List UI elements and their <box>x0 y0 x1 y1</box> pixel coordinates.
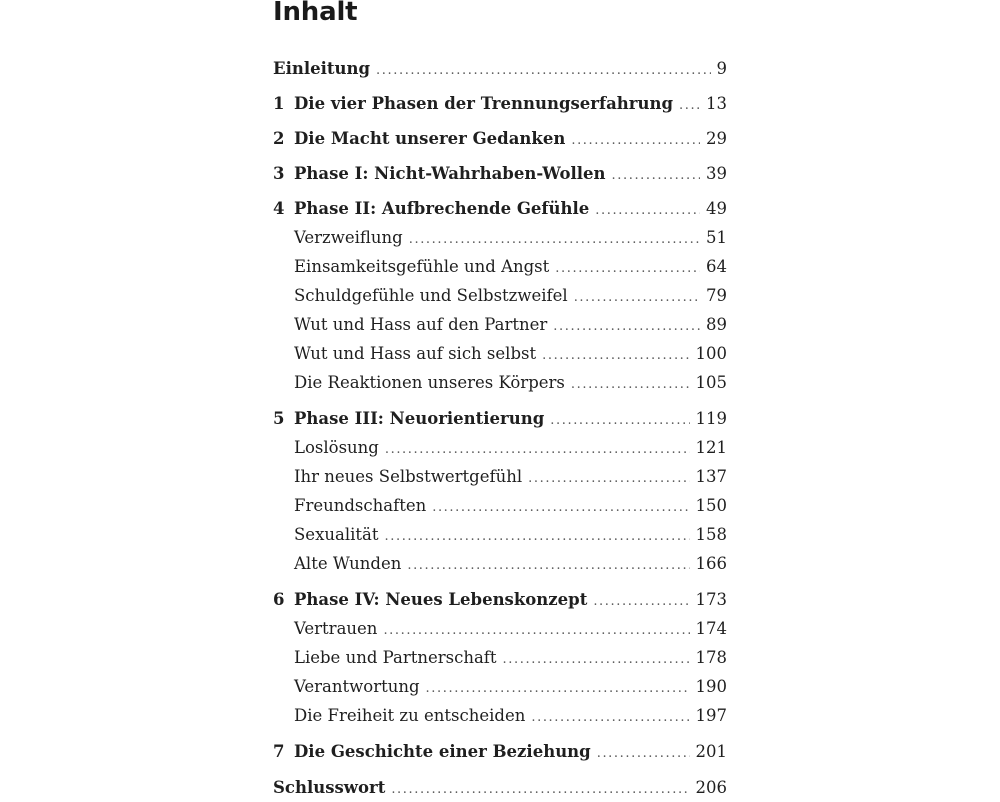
toc-subentry[interactable] <box>273 284 727 308</box>
toc-subentry[interactable] <box>273 436 727 460</box>
toc-chapter-number: 1 <box>273 94 285 113</box>
toc-subentry[interactable] <box>273 675 727 699</box>
toc-entry-title: Sexualität <box>294 525 379 544</box>
dot-leader <box>571 129 700 153</box>
toc-page-number: 174 <box>695 619 727 638</box>
dot-leader <box>597 742 690 766</box>
dot-leader <box>383 619 689 643</box>
toc-chapter-entry[interactable] <box>273 588 727 612</box>
toc-page-number: 190 <box>695 677 727 696</box>
toc-entry-title: Schlusswort <box>273 778 386 797</box>
toc-subentry[interactable] <box>273 226 727 250</box>
dot-leader <box>612 164 700 188</box>
dot-leader <box>426 677 690 701</box>
toc-subentry[interactable] <box>273 371 727 395</box>
toc-entry-title: Einsamkeitsgefühle und Angst <box>294 257 550 276</box>
dot-leader <box>679 94 700 118</box>
toc-chapter-number: 5 <box>273 409 285 428</box>
dot-leader <box>376 59 710 83</box>
toc-subentry[interactable] <box>273 465 727 489</box>
toc-page-number: 64 <box>706 257 727 276</box>
dot-leader <box>407 554 689 578</box>
toc-page-number: 166 <box>695 554 727 573</box>
toc-entry[interactable] <box>273 776 727 800</box>
dot-leader <box>409 228 700 252</box>
toc-page-number: 206 <box>695 778 727 797</box>
dot-leader <box>391 778 689 802</box>
toc-page-number: 201 <box>695 742 727 761</box>
toc-page-number: 105 <box>695 373 727 392</box>
toc-page-number: 137 <box>695 467 727 486</box>
toc-page-number: 29 <box>706 129 727 148</box>
toc-entry-title: Phase I: Nicht-Wahrhaben-Wollen <box>294 164 606 183</box>
dot-leader <box>574 286 700 310</box>
toc-page-number: 100 <box>695 344 727 363</box>
toc-chapter-number: 7 <box>273 742 285 761</box>
toc-subentry[interactable] <box>273 494 727 518</box>
page-title: Inhalt <box>273 0 358 27</box>
toc-page-number: 121 <box>695 438 727 457</box>
toc-chapter-entry[interactable] <box>273 197 727 221</box>
toc-page-number: 119 <box>695 409 727 428</box>
table-of-contents <box>273 0 727 800</box>
toc-page-number: 9 <box>716 59 727 78</box>
dot-leader <box>542 344 689 368</box>
toc-entry-title: Freundschaften <box>294 496 427 515</box>
toc-entry-title: Schuldgefühle und Selbstzweifel <box>294 286 568 305</box>
toc-entry-title: Die vier Phasen der Trennungserfahrung <box>294 94 673 113</box>
toc-entry-title: Alte Wunden <box>294 554 402 573</box>
toc-entry-title: Einleitung <box>273 59 371 78</box>
toc-page-number: 89 <box>706 315 727 334</box>
toc-entry-title: Vertrauen <box>294 619 378 638</box>
toc-entry-title: Verantwortung <box>294 677 420 696</box>
toc-subentry[interactable] <box>273 617 727 641</box>
toc-subentry[interactable] <box>273 313 727 337</box>
toc-entry-title: Phase IV: Neues Lebenskonzept <box>294 590 588 609</box>
toc-page-number: 158 <box>695 525 727 544</box>
dot-leader <box>595 199 700 223</box>
toc-page-number: 150 <box>695 496 727 515</box>
toc-page-number: 49 <box>706 199 727 218</box>
dot-leader <box>503 648 690 672</box>
dot-leader <box>555 257 700 281</box>
toc-entry-title: Phase III: Neuorientierung <box>294 409 545 428</box>
toc-page-number: 39 <box>706 164 727 183</box>
dot-leader <box>593 590 689 614</box>
toc-subentry[interactable] <box>273 552 727 576</box>
toc-chapter-entry[interactable] <box>273 407 727 431</box>
dot-leader <box>432 496 689 520</box>
dot-leader <box>528 467 689 491</box>
toc-entry-title: Wut und Hass auf den Partner <box>294 315 548 334</box>
dot-leader <box>385 525 690 549</box>
toc-page-number: 13 <box>706 94 727 113</box>
toc-chapter-entry[interactable] <box>273 127 727 151</box>
dot-leader <box>571 373 690 397</box>
toc-entry-title: Die Reaktionen unseres Körpers <box>294 373 565 392</box>
toc-chapter-number: 3 <box>273 164 285 183</box>
toc-entry-title: Loslösung <box>294 438 379 457</box>
toc-entry-title: Phase II: Aufbrechende Gefühle <box>294 199 590 218</box>
dot-leader <box>550 409 689 433</box>
toc-subentry[interactable] <box>273 342 727 366</box>
dot-leader <box>531 706 689 730</box>
toc-entry-title: Die Macht unserer Gedanken <box>294 129 566 148</box>
toc-entry-title: Wut und Hass auf sich selbst <box>294 344 537 363</box>
toc-chapter-entry[interactable] <box>273 740 727 764</box>
toc-chapter-number: 6 <box>273 590 285 609</box>
dot-leader <box>553 315 700 339</box>
toc-subentry[interactable] <box>273 523 727 547</box>
toc-entry-title: Ihr neues Selbstwertgefühl <box>294 467 523 486</box>
toc-chapter-entry[interactable] <box>273 162 727 186</box>
toc-entry-title: Verzweiflung <box>294 228 403 247</box>
toc-page-number: 173 <box>695 590 727 609</box>
toc-chapter-number: 2 <box>273 129 285 148</box>
toc-page-number: 178 <box>695 648 727 667</box>
toc-page-number: 51 <box>706 228 727 247</box>
toc-entry-title: Die Freiheit zu entscheiden <box>294 706 526 725</box>
toc-subentry[interactable] <box>273 704 727 728</box>
toc-subentry[interactable] <box>273 646 727 670</box>
toc-chapter-number: 4 <box>273 199 285 218</box>
toc-chapter-entry[interactable] <box>273 92 727 116</box>
dot-leader <box>385 438 690 462</box>
toc-subentry[interactable] <box>273 255 727 279</box>
toc-entry[interactable] <box>273 57 727 81</box>
toc-entry-title: Liebe und Partnerschaft <box>294 648 497 667</box>
toc-entry-title: Die Geschichte einer Beziehung <box>294 742 591 761</box>
toc-page-number: 79 <box>706 286 727 305</box>
toc-page-number: 197 <box>695 706 727 725</box>
